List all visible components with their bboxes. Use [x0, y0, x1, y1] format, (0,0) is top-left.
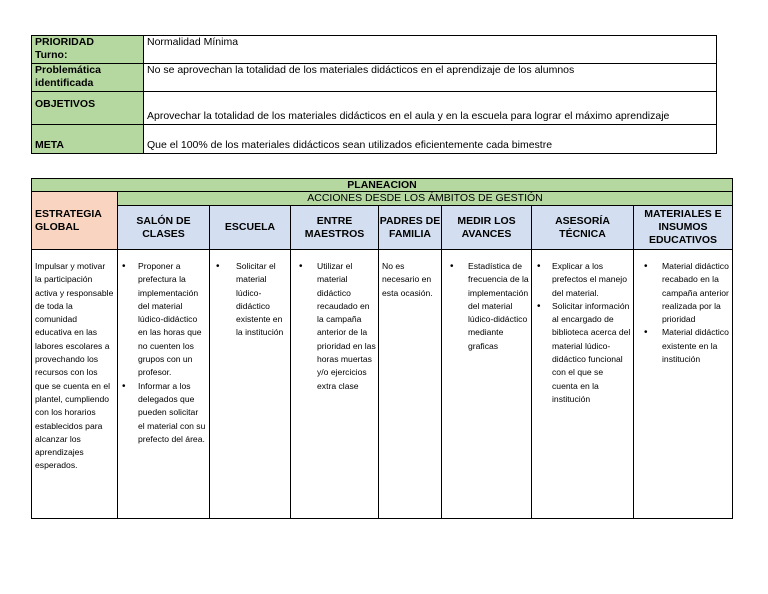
table-row	[32, 179, 733, 192]
table-row	[32, 92, 717, 125]
list-item: • Material didáctico existente en la institución	[634, 326, 730, 366]
list-item: • Explicar a los prefectos el manejo del material.	[532, 260, 631, 300]
list-item: • Estadística de frecuencia de la implementación del material lúdico-didáctico mediante graficas	[442, 260, 529, 353]
list-item: • Solicitar información al encargado de biblioteca acerca del material lúdico-didáctico funcional con el que se cuenta en la institución	[532, 300, 631, 406]
entre-maestros-header: ENTRE MAESTROS	[291, 206, 379, 250]
objetivos-value: Aprovechar la totalidad de los materiales didácticos en el aula y en la escuela para lograr el máximo aprendizaje	[144, 92, 717, 125]
list-item: • Solicitar el material lúdico-didáctico existente en la institución	[210, 260, 288, 340]
priority-info-table	[31, 35, 717, 154]
prioridad-value: Normalidad Mínima	[144, 36, 717, 64]
list-item: • Utilizar el material didáctico recaudado en la campaña anterior de la prioridad en las horas muertas y/o ejercicios extra clase	[291, 260, 376, 393]
table-row	[32, 206, 733, 250]
objetivos-label: OBJETIVOS	[32, 92, 144, 125]
meta-label: META	[32, 125, 144, 154]
list-item: • Informar a los delegados que pueden solicitar el material con su prefecto del área.	[118, 380, 207, 446]
medir-cell	[442, 250, 532, 519]
list-item: • Material didáctico recabado en la campaña anterior realizada por la prioridad	[634, 260, 730, 326]
problematica-value: No se aprovechan la totalidad de los materiales didácticos en el aprendizaje de los alumnos	[144, 64, 717, 92]
list-item: • Proponer a prefectura la implementación del material lúdico-didáctico en las horas que no cuenten los grupos con un profesor.	[118, 260, 207, 380]
estrategia-global-header: ESTRATEGIA GLOBAL	[32, 192, 118, 250]
prioridad-label: PRIORIDAD Turno:	[32, 36, 144, 64]
acciones-subtitle: ACCIONES DESDE LOS ÁMBITOS DE GESTIÓN	[118, 192, 733, 206]
padres-header: PADRES DE FAMILIA	[379, 206, 442, 250]
asesoria-cell	[532, 250, 634, 519]
planeacion-title: PLANEACION	[32, 179, 733, 192]
escuela-cell	[210, 250, 291, 519]
table-row	[32, 36, 717, 64]
estrategia-text: Impulsar y motivar la participación activa y responsable de toda la comunidad educativa en las labores escolares a provechando los recursos con los que se cuenta en el plantel, cumpliendo con los horarios establecidos para alcanzar los aprendizajes esperados.	[32, 250, 118, 519]
meta-value: Que el 100% de los materiales didácticos sean utilizados eficientemente cada bimestre	[144, 125, 717, 154]
materiales-header: MATERIALES E INSUMOS EDUCATIVOS	[634, 206, 733, 250]
salon-cell	[118, 250, 210, 519]
padres-text: No es necesario en esta ocasión.	[379, 250, 442, 519]
materiales-cell	[634, 250, 733, 519]
table-row	[32, 250, 733, 519]
escuela-header: ESCUELA	[210, 206, 291, 250]
salon-header: SALÓN DE CLASES	[118, 206, 210, 250]
planeacion-table	[31, 178, 733, 519]
table-row	[32, 192, 733, 206]
table-row	[32, 125, 717, 154]
medir-header: MEDIR LOS AVANCES	[442, 206, 532, 250]
problematica-label: Problemática identificada	[32, 64, 144, 92]
asesoria-header: ASESORÍA TÉCNICA	[532, 206, 634, 250]
entre-cell	[291, 250, 379, 519]
table-row	[32, 64, 717, 92]
